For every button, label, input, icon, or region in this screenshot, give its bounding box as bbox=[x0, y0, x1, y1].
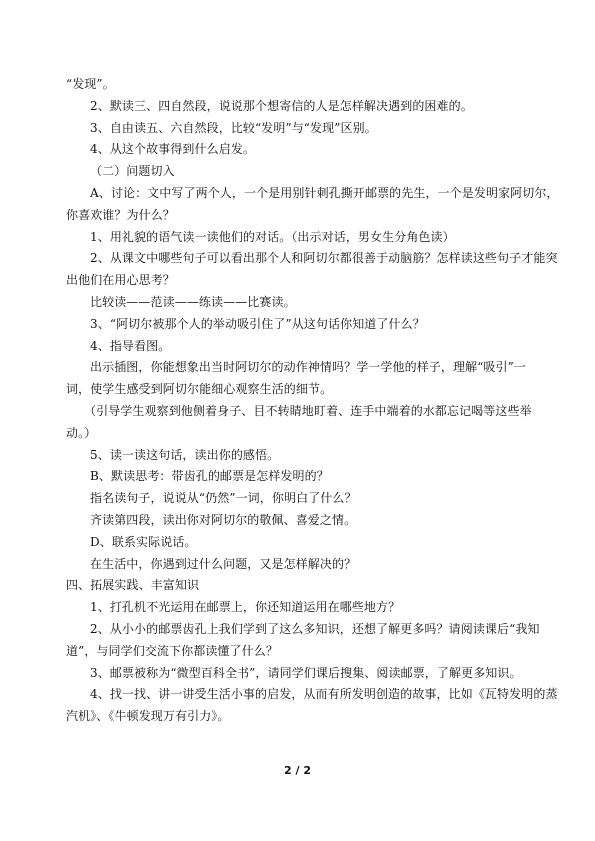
text-line: 齐读第四段，读出你对阿切尔的敬佩、喜爱之情。 bbox=[90, 512, 357, 527]
text-line: 词，使学生感受到阿切尔能细心观察生活的细节。 bbox=[66, 382, 333, 397]
text-line: 四、拓展实践、丰富知识 bbox=[66, 578, 200, 593]
text-line: 在生活中，你遇到过什么问题，又是怎样解决的？ bbox=[90, 556, 357, 571]
document-body bbox=[66, 74, 559, 728]
text-line: 5、读一读这句话，读出你的感悟。 bbox=[90, 447, 280, 462]
text-line: 2、默读三、四自然段，说说那个想寄信的人是怎样解决遇到的困难的。 bbox=[90, 98, 473, 113]
text-line: 出示插图，你能想象出当时阿切尔的动作神情吗？学一学他的样子，理解“吸引”一 bbox=[90, 360, 526, 375]
text-line: D、联系实际说话。 bbox=[90, 534, 197, 549]
text-line: 3、“阿切尔被那个人的举动吸引住了”从这句话你知道了什么？ bbox=[90, 316, 425, 331]
text-line: “发现”。 bbox=[66, 77, 115, 91]
text-line: 1、用礼貌的语气读一读他们的对话。（出示对话，男女生分角色读） bbox=[90, 229, 455, 244]
text-line: 比较读——范读——练读——比赛读。 bbox=[90, 294, 296, 309]
text-line: 4、从这个故事得到什么启发。 bbox=[90, 142, 256, 157]
text-line: 1、打孔机不光运用在邮票上，你还知道运用在哪些地方？ bbox=[90, 600, 401, 615]
text-line: 出他们在用心思考？ bbox=[66, 273, 175, 288]
text-line: 汽机》、《牛顿发现万有引力》。 bbox=[66, 709, 230, 724]
text-line: 4、指导看图。 bbox=[90, 338, 171, 353]
text-line: 2、从小小的邮票齿孔上我们学到了这么多知识，还想了解更多吗？请阅读课后“我知 bbox=[90, 621, 540, 636]
text-line: （二）问题切入 bbox=[90, 164, 175, 179]
text-line: 3、自由读五、六自然段，比较“发明”与“发现”区别。 bbox=[90, 120, 377, 135]
page-number: 2 / 2 bbox=[284, 764, 311, 777]
text-line: 2、从课文中哪些句子可以看出那个人和阿切尔都很善于动脑筋？怎样读这些句子才能突 bbox=[90, 251, 558, 266]
text-line: 指名读句子，说说从“仍然”一词，你明白了什么？ bbox=[90, 491, 357, 506]
text-line: 3、邮票被称为“微型百科全书”，请同学们课后搜集、阅读邮票，了解更多知识。 bbox=[90, 665, 522, 680]
text-line: A、讨论：文中写了两个人，一个是用别针刺孔撕开邮票的先生，一个是发明家阿切尔， bbox=[90, 185, 559, 200]
text-line: 道”，与同学们交流下你都读懂了什么？ bbox=[66, 643, 278, 658]
text-line: 4、找一找、讲一讲受生活小事的启发，从而有所发明创造的故事，比如《瓦特发明的蒸 bbox=[90, 687, 558, 702]
text-line: 动。） bbox=[66, 425, 97, 440]
text-line: 你喜欢谁？为什么？ bbox=[66, 207, 175, 222]
text-line: （引导学生观察到他侧着身子、目不转睛地盯着、连手中端着的水都忘记喝等这些举 bbox=[84, 403, 532, 418]
text-line: B、默读思考：带齿孔的邮票是怎样发明的？ bbox=[90, 469, 329, 484]
